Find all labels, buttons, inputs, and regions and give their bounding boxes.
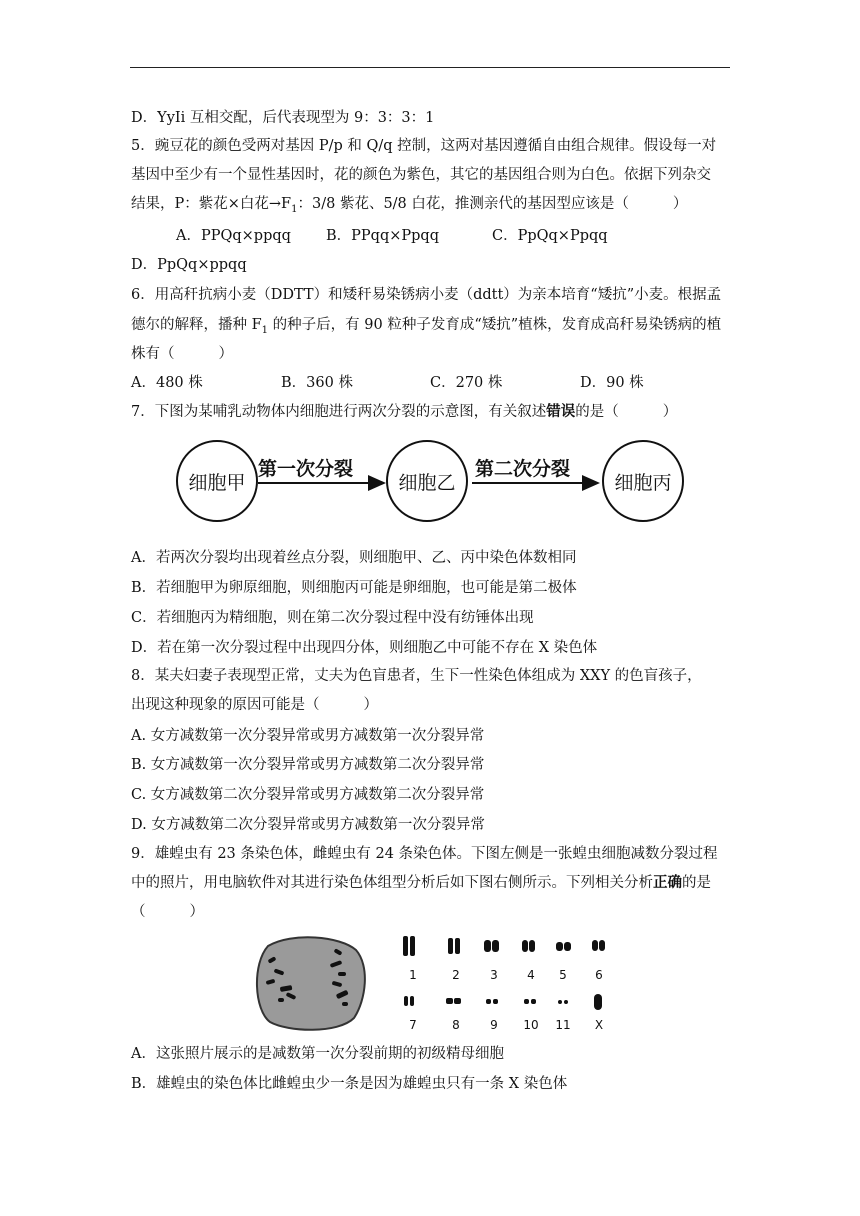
q5-option-d: D．PpQq×ppqq (131, 257, 247, 273)
chr-6 (592, 940, 598, 951)
chr-11 (558, 1000, 562, 1004)
q9-stem-line1: 9．雄蝗虫有 23 条染色体，雌蝗虫有 24 条染色体。下图左侧是一张蝗虫细胞减数分裂过程 (131, 846, 718, 862)
q8-option-a: A. 女方减数第一次分裂异常或男方减数第一次分裂异常 (131, 728, 485, 744)
division-diagram (170, 436, 690, 528)
cell-yi: 细胞乙 (386, 440, 468, 522)
kar-label-5: 5 (559, 968, 567, 982)
chr-5 (556, 942, 563, 951)
q8-stem-line2: 出现这种现象的原因可能是（ ） (131, 697, 378, 713)
q5-stem-line2: 基因中至少有一个显性基因时，花的颜色为紫色，其它的基因组合则为白色。依据下列杂交 (131, 167, 711, 183)
chr-3 (484, 940, 491, 952)
chr-9 (486, 999, 491, 1004)
arrowhead-second (582, 475, 600, 491)
q4-option-d: D．YyIi 互相交配，后代表现型为 9：3：3：1 (131, 110, 435, 126)
kar-label-11: 11 (555, 1018, 571, 1032)
q9-stem-line2: 中的照片，用电脑软件对其进行染色体组型分析后如下图右侧所示。下列相关分析正确的是 (131, 874, 711, 891)
chr-x (594, 994, 602, 1010)
chr-2 (448, 938, 453, 954)
q6-option-d: D．90 株 (580, 375, 644, 391)
chr-7 (404, 996, 408, 1006)
q5-stem-line3: 结果，P：紫花×白花$\to F_1$：3/8 紫花、5/8 白花，推测亲代的基因型应该是（ ） (131, 196, 688, 215)
kar-label-7: 7 (409, 1018, 417, 1032)
kar-label-x: X (594, 1018, 604, 1032)
q6-option-a: A．480 株 (131, 375, 203, 391)
q8-option-c: C. 女方减数第二次分裂异常或男方减数第二次分裂异常 (131, 787, 485, 803)
chr-10 (524, 999, 529, 1004)
arrow-label-second-division: 第二次分裂 (475, 458, 571, 480)
chr-4 (522, 940, 528, 952)
chr-1 (403, 936, 408, 956)
q6-stem-line1: 6．用高秆抗病小麦（DDTT）和矮秆易染锈病小麦（ddtt）为亲本培育“矮抗”小麦。根据孟 (131, 287, 722, 303)
q6-stem-line2: 德尔的解释，播种 $F_1$ 的种子后，有 90 粒种子发育成“矮抗”植株，发育成高秆易染锈病的植 (131, 317, 722, 336)
kar-label-2: 2 (452, 968, 460, 982)
arrow-first-division (258, 482, 370, 484)
kar-label-3: 3 (490, 968, 498, 982)
q5-option-b: B．PPqq×Ppqq (326, 228, 439, 244)
kar-label-4: 4 (527, 968, 535, 982)
cell-photo (248, 930, 368, 1034)
kar-label-10: 10 (523, 1018, 539, 1032)
q7-option-b: B．若细胞甲为卵原细胞，则细胞丙可能是卵细胞，也可能是第二极体 (131, 580, 577, 596)
q5-stem-line1: 5．豌豆花的颜色受两对基因 P/p 和 Q/q 控制，这两对基因遵循自由组合规律。假设每一对 (131, 138, 717, 154)
q7-option-c: C．若细胞丙为精细胞，则在第二次分裂过程中没有纺锤体出现 (131, 610, 534, 626)
arrowhead-first (368, 475, 386, 491)
q6-stem-line3: 株有（ ） (131, 346, 233, 362)
q6-option-b: B．360 株 (281, 375, 353, 391)
header-rule (130, 67, 730, 68)
kar-label-9: 9 (490, 1018, 498, 1032)
q9-stem-line3: （ ） (131, 904, 204, 920)
q9-option-a: A．这张照片展示的是减数第一次分裂前期的初级精母细胞 (131, 1046, 504, 1062)
karyotype-figure (248, 930, 628, 1034)
q8-option-b: B. 女方减数第一次分裂异常或男方减数第二次分裂异常 (131, 757, 485, 773)
q7-option-d: D．若在第一次分裂过程中出现四分体，则细胞乙中可能不存在 X 染色体 (131, 640, 598, 656)
chr-8 (446, 998, 453, 1004)
kar-label-6: 6 (595, 968, 603, 982)
arrow-second-division (472, 482, 584, 484)
cell-bing: 细胞丙 (602, 440, 684, 522)
q9-option-b: B．雄蝗虫的染色体比雌蝗虫少一条是因为雄蝗虫只有一条 X 染色体 (131, 1076, 568, 1092)
arrow-label-first-division: 第一次分裂 (258, 458, 354, 480)
cell-body (257, 937, 365, 1029)
kar-label-8: 8 (452, 1018, 460, 1032)
q8-option-d: D. 女方减数第二次分裂异常或男方减数第一次分裂异常 (131, 817, 485, 833)
q5-option-a: A．PPQq×ppqq (176, 228, 291, 244)
q7-option-a: A．若两次分裂均出现着丝点分裂，则细胞甲、乙、丙中染色体数相同 (131, 550, 577, 566)
q5-option-c: C．PpQq×Ppqq (492, 228, 608, 244)
q6-option-c: C．270 株 (430, 375, 503, 391)
cell-jia: 细胞甲 (176, 440, 258, 522)
kar-label-1: 1 (409, 968, 417, 982)
q8-stem-line1: 8．某夫妇妻子表现型正常，丈夫为色盲患者，生下一性染色体组成为 XXY 的色盲孩子， (131, 668, 702, 684)
q7-stem: 7．下图为某哺乳动物体内细胞进行两次分裂的示意图，有关叙述错误的是（ ） (131, 403, 678, 420)
